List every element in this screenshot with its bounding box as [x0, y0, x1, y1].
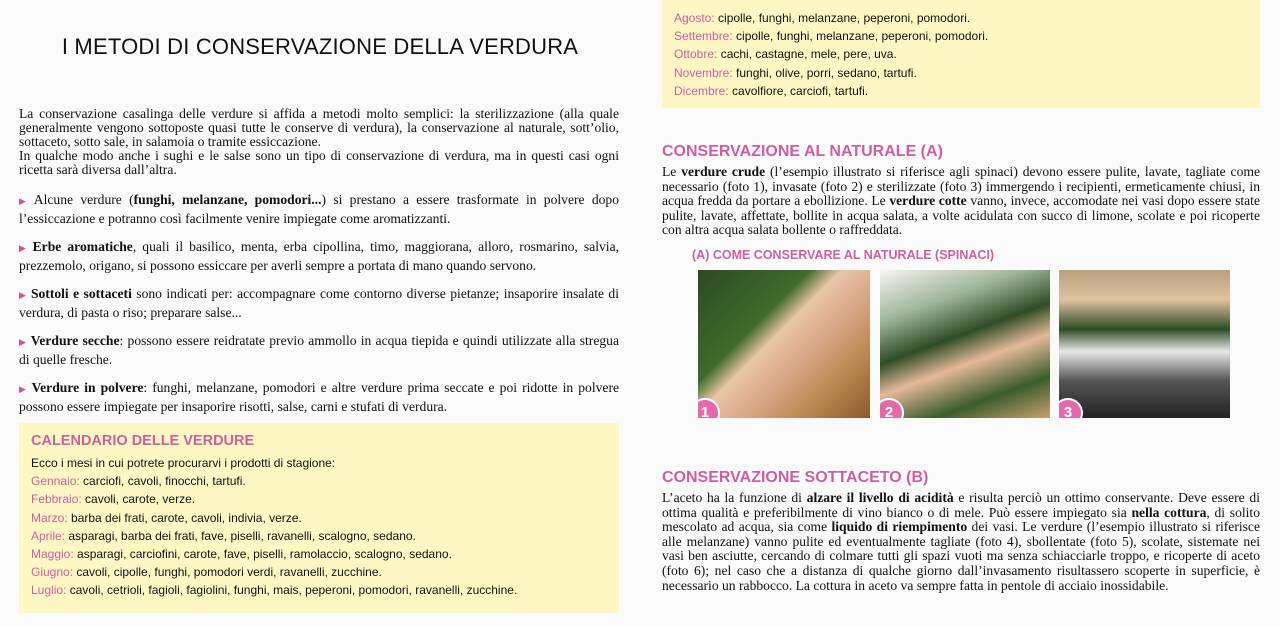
month-name: Gennaio: [31, 474, 80, 489]
bold-text: verdure crude [681, 164, 766, 179]
calendar-month-row [31, 563, 607, 581]
bullet-paragraph [19, 332, 619, 369]
month-produce: barba dei frati, carote, cavoli, indivia, verze. [67, 510, 302, 525]
month-name: Aprile: [31, 528, 66, 543]
photo-number-badge: 2 [880, 398, 904, 418]
text: , di solito mescolato ad acqua, sia come [662, 504, 1261, 535]
calendar-month-row [31, 509, 607, 527]
month-produce: cavoli, carote, verze. [81, 492, 196, 507]
calendar-intro: Ecco i mesi in cui potrete procurarvi i prodotti di stagione: [31, 456, 336, 470]
month-produce: cavoli, cipolle, funghi, pomodori verdi, ravanelli, zucchine. [73, 565, 382, 580]
photo-1 [698, 270, 870, 418]
text: (l’esempio illustrato si riferisce agli spinaci) devono essere pulite, lavate, tagliate come necessario (foto 1), invasate (foto 2) e sterilizzate (foto 3) immergendo i recipienti, ermeticamente chiusi, in acqua fredda da portare a ebollizione. Le [662, 164, 1260, 209]
figure-title: (A) COME CONSERVARE AL NATURALE (SPINACI) [692, 248, 995, 262]
month-produce: cavolfiore, carciofi, tartufi. [728, 83, 869, 98]
section-heading: CONSERVAZIONE SOTTACETO (B) [662, 469, 929, 486]
photo-3 [1059, 270, 1230, 418]
month-produce: cipolle, funghi, melanzane, peperoni, pomodori. [714, 11, 971, 25]
bullet-bold-text: Erbe aromatiche [32, 239, 133, 254]
photo-number-badge: 3 [1059, 398, 1083, 418]
intro-paragraph: La conservazione casalinga delle verdure si affida a metodi molto semplici: la sterilizzazione (alla quale generalmente vengono sottoposte quasi tutte le conserve di verdura), la conservazione al naturale, sott’olio, sottaceto, sotto sale, in salamoia o tramite essiccazione. [19, 106, 619, 149]
calendar-month-row [674, 9, 1248, 27]
calendar-month-row [674, 64, 1248, 82]
calendar-month-row [31, 581, 607, 599]
month-produce: cipolle, funghi, melanzane, peperoni, pomodori. [732, 29, 989, 44]
text: e risulta perciò un ottimo conservante. Deve essere di ottima qualità e preferibilmente di vino bianco o di mele. Può essere impiegato sia [662, 490, 1260, 520]
text: L’aceto ha la funzione di [662, 490, 807, 505]
section-heading: CONSERVAZIONE AL NATURALE (A) [662, 143, 943, 160]
bold-text: verdure cotte [889, 193, 967, 209]
bullet-paragraph [19, 238, 619, 275]
month-name: Febbraio: [31, 492, 82, 507]
month-name: Giugno: [31, 565, 74, 580]
calendar-month-row [674, 45, 1248, 63]
month-produce: carciofi, cavoli, finocchi, tartufi. [79, 474, 246, 489]
bullet-text: : possono essere reidratate previo ammollo in acqua tiepida e quindi utilizzate alla stregua di quelle fresche. [19, 333, 619, 367]
text: Le [662, 164, 682, 179]
bullet-text: : funghi, melanzane, pomodori e altre verdure prima seccate e poi ridotte in polvere possono essere impiegate per insaporire risotti, salse, carni e stufati di verdura. [19, 380, 619, 414]
month-name: Novembre: [674, 65, 733, 80]
intro [19, 107, 619, 177]
bullet-bold-text: funghi, melanzane, pomodori... [133, 192, 322, 207]
bullet-marker-icon: ▶ [19, 290, 27, 300]
intro-paragraph: In qualche modo anche i sughi e le salse sono un tipo di conservazione di verdura, ma in questi casi ogni ricetta sarà diversa dall’altra. [19, 148, 619, 177]
month-produce: cavoli, cetrioli, fagioli, fagiolini, funghi, mais, peperoni, pomodori, ravanelli, zucchine. [66, 583, 518, 598]
photo-2 [880, 270, 1050, 418]
bullet-paragraph [19, 285, 619, 322]
month-name: Dicembre: [674, 83, 729, 98]
section-paragraph [662, 165, 1260, 238]
bullet-paragraph [19, 191, 619, 228]
page-title: I METODI DI CONSERVAZIONE DELLA VERDURA [61, 34, 579, 59]
bullet-bold-text: Verdure in polvere [31, 380, 144, 395]
bullet-paragraph [19, 379, 619, 416]
bold-text: alzare il livello di acidità [806, 490, 954, 505]
bullet-text: sono indicati per: accompagnare come contorno diverse pietanze; insaporire insalate di verdura, di pasta o riso; preparare salse... [19, 286, 619, 320]
bold-text: nella cottura [1131, 504, 1207, 520]
bullet-marker-icon: ▶ [19, 196, 30, 206]
calendar-box-continued [662, 0, 1260, 108]
month-produce: cachi, castagne, mele, pere, uva. [717, 47, 897, 62]
text: dei vasi. Le verdure (l’esempio illustrato si riferisce alle melanzane) vanno pulite ed eventualmente tagliate (foto 4), sbollentate (foto 5), scolate, sistemate nei vasi ben asciutte, cercando di colmare tutti gli spazi vuoti ma senza schiacciarle troppo, e ricoperte di aceto (foto 6); nel caso che a distanza di qualche giorno dall’invasamento risultassero scoperte in superficie, è necessario un rabbocco. La cottura in aceto va sempre fatta in pentole di acciaio inossidabile. [662, 519, 1260, 593]
calendar-month-row [31, 527, 607, 545]
bullet-marker-icon: ▶ [19, 384, 28, 394]
bullet-bold-text: Verdure secche [30, 333, 120, 348]
month-name: Ottobre: [674, 47, 718, 62]
bullet-bold-text: Sottoli e sottaceti [30, 286, 132, 301]
section-paragraph [662, 491, 1260, 593]
calendar-month-row [674, 27, 1248, 45]
text: vanno, invece, accomodate nei vasi dopo essere state pulite, lavate, affettate, bollite in acqua salata, a volte acidulata con succo di limone, scolate e poi ricoperte con altra acqua salata bollente o raffreddata. [662, 193, 1260, 238]
month-produce: asparagi, carciofini, carote, fave, piselli, ramolaccio, scalogno, sedano. [73, 546, 452, 561]
month-produce: funghi, olive, porri, sedano, tartufi. [732, 65, 917, 80]
month-name: Marzo: [31, 510, 68, 525]
calendar-box [19, 423, 619, 613]
bullet-list [19, 191, 619, 426]
month-name: Settembre: [674, 29, 733, 44]
month-name: Maggio: [31, 546, 74, 561]
section-naturale [662, 143, 1260, 238]
month-name: Agosto: [674, 11, 715, 25]
bullet-text: ) si prestano a essere trasformate in polvere dopo l’essiccazione e potranno così facilmente venire impiegate come aromatizzanti. [19, 192, 620, 226]
month-produce: asparagi, barba dei frati, fave, piselli, ravanelli, scalogno, sedano. [65, 528, 416, 543]
section-sottaceto [662, 469, 1260, 593]
calendar-month-row [31, 545, 607, 563]
bold-text: liquido di riempimento [831, 519, 968, 535]
bullet-text: Alcune verdure ( [33, 192, 134, 207]
calendar-month-row [674, 82, 1248, 100]
calendar-month-row [31, 472, 607, 490]
bullet-text: , quali il basilico, menta, erba cipollina, timo, maggiorana, alloro, rosmarino, salvia, prezzemolo, origano, si possono essiccare per averli sempre a portata di mano quando servono. [19, 239, 620, 273]
month-name: Luglio: [31, 583, 67, 598]
calendar-title: CALENDARIO DELLE VERDURE [31, 433, 255, 449]
photo-number-badge: 1 [698, 398, 720, 418]
bullet-marker-icon: ▶ [19, 243, 29, 253]
bullet-marker-icon: ▶ [19, 337, 27, 347]
calendar-month-row [31, 490, 607, 508]
